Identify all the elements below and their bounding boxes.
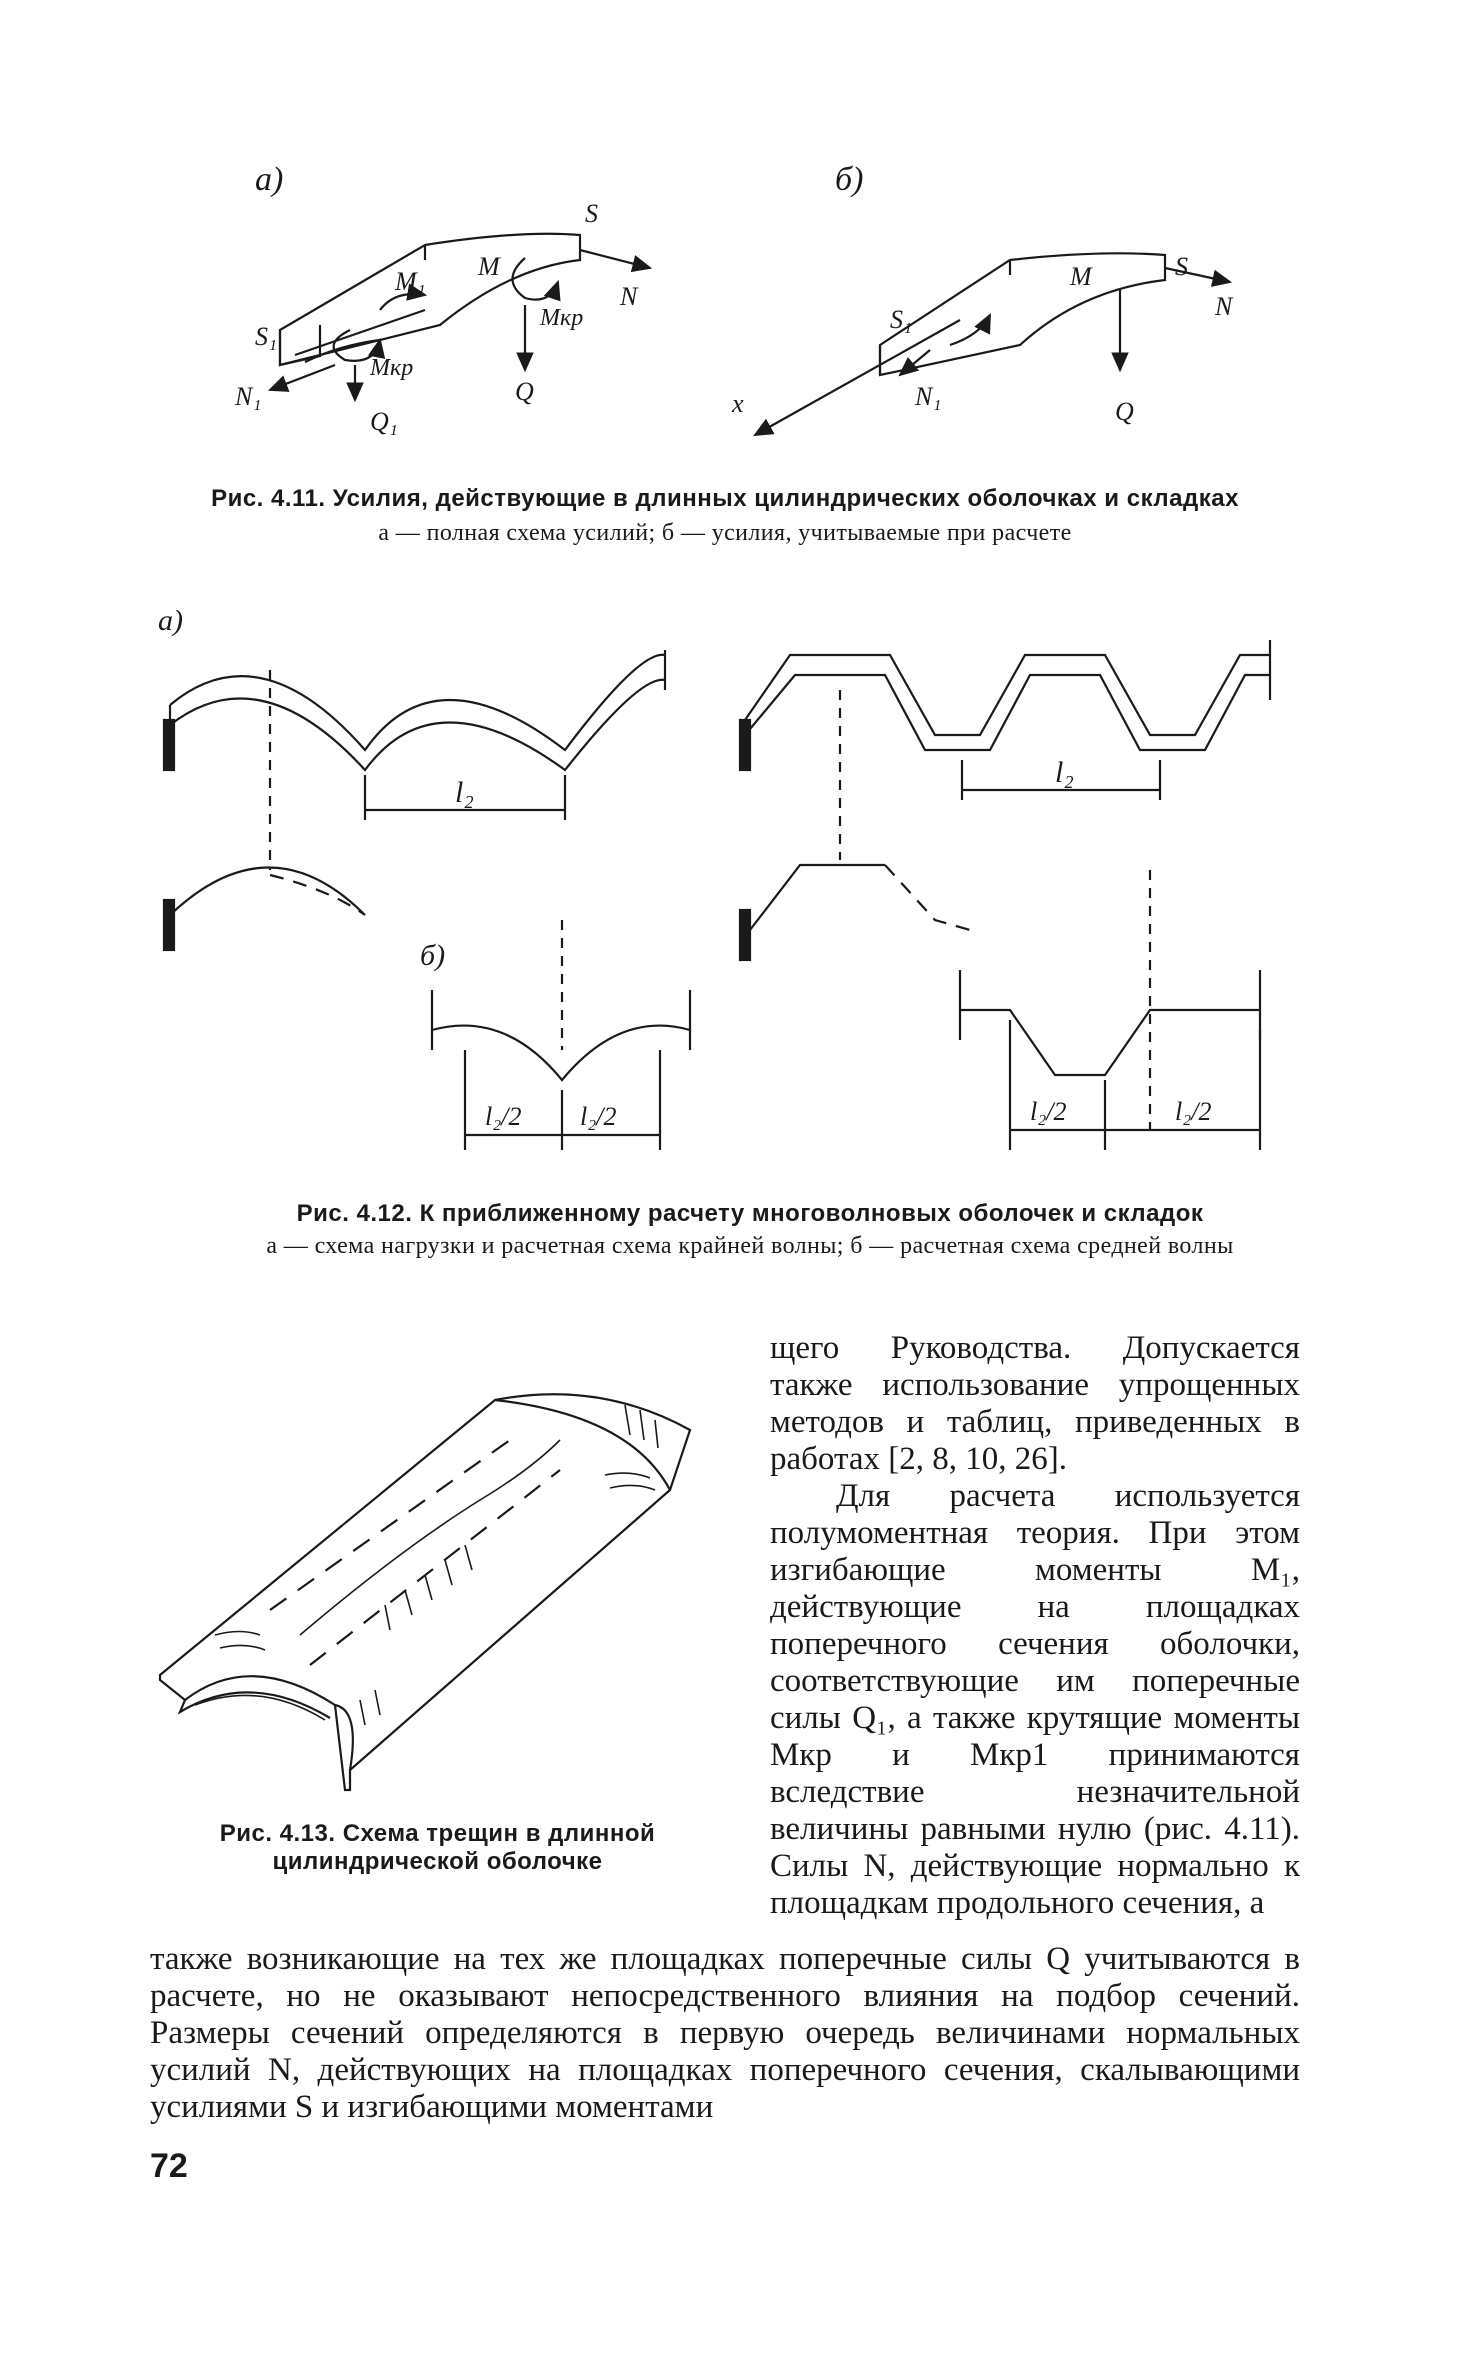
fig412-l2half-4: l₂/2 bbox=[1175, 1097, 1212, 1126]
figure-4-13-title: Рис. 4.13. Схема трещин в длинной цилиндрической оболочке bbox=[219, 1820, 656, 1876]
figure-4-11-title: Рис. 4.11. Усилия, действующие в длинных цилиндрических оболочках и складках bbox=[211, 485, 1239, 512]
fig412-l2half-3: l₂/2 bbox=[1030, 1097, 1067, 1126]
figure-4-12-drawing bbox=[150, 610, 1300, 1150]
label-x-b: x bbox=[732, 389, 744, 418]
fig412-l2-right: l₂ bbox=[1055, 756, 1074, 789]
panel-b-label: б) bbox=[835, 161, 864, 198]
column-text bbox=[770, 1330, 1300, 1922]
figure-4-12-title: Рис. 4.12. К приближенному расчету многоволновых оболочек и складок bbox=[296, 1200, 1204, 1227]
full-width-text bbox=[150, 1941, 1300, 2126]
fig412-l2half-1: l₂/2 bbox=[485, 1102, 522, 1131]
figure-4-11-drawing bbox=[180, 150, 1330, 470]
figure-4-11-legend: а — полная схема усилий; б — усилия, учитываемые при расчете bbox=[378, 520, 1072, 547]
fig412-l2half-2: l₂/2 bbox=[580, 1102, 617, 1131]
label-mkr-a1: Mкр bbox=[370, 355, 414, 381]
figure-4-12-caption bbox=[205, 1200, 1295, 1261]
figure-4-12 bbox=[150, 610, 1300, 1150]
full-width-paragraph: также возникающие на тех же площадках поперечные силы Q учитываются в расчете, но не оказывают непосредственного влияния на подбор сечений. Размеры сечений определяются в первую очередь величинами нормальных усилий N, действующих на площадках поперечного сечения, скалывающими усилиями S и изгибающими моментами bbox=[150, 1941, 1300, 2125]
figure-4-13-drawing bbox=[150, 1380, 710, 1800]
figure-4-12-legend: а — схема нагрузки и расчетная схема крайней волны; б — расчетная схема средней волны bbox=[266, 1233, 1234, 1260]
label-m-a: M bbox=[478, 252, 500, 281]
figure-4-13 bbox=[150, 1380, 710, 1800]
label-s1-b: S₁ bbox=[890, 305, 913, 334]
label-n1-a: N₁ bbox=[235, 382, 262, 411]
column-paragraph-1: щего Руководства. Допускается также использование упрощенных методов и таблиц, приведенных в работах [2, 8, 10, 26]. bbox=[770, 1330, 1300, 1477]
label-n-a: N bbox=[620, 282, 638, 311]
fig412-panel-a: а) bbox=[158, 610, 183, 637]
fig412-panel-b: б) bbox=[420, 939, 446, 972]
label-q1-a: Q₁ bbox=[370, 407, 398, 436]
label-q-b: Q bbox=[1115, 397, 1134, 426]
label-n-b: N bbox=[1215, 292, 1233, 321]
label-m1: M₁ bbox=[395, 267, 426, 296]
panel-a-label: а) bbox=[255, 161, 284, 198]
label-s1-a: S₁ bbox=[255, 322, 278, 351]
figure-4-11-caption bbox=[150, 485, 1300, 548]
label-s-b: S bbox=[1175, 252, 1188, 281]
column-paragraph-2: Для расчета используется полумоментная теория. При этом изгибающие моменты M₁, действующие на площадках поперечного сечения оболочки, соответствующие им поперечные силы Q₁, а также крутящие моменты Mкр и Mкр1 принимаются вследствие незначительной величины равными нулю (рис. 4.11). Силы N, действующие нормально к площадкам продольного сечения, а bbox=[770, 1478, 1300, 1921]
label-q-a: Q bbox=[515, 377, 534, 406]
label-mkr-a2: Mкр bbox=[540, 305, 584, 331]
figure-4-13-caption bbox=[150, 1820, 725, 1877]
label-n1-b: N₁ bbox=[915, 382, 942, 411]
figure-4-11 bbox=[180, 150, 1330, 470]
label-m-b: M bbox=[1070, 262, 1092, 291]
label-s-a: S bbox=[585, 199, 598, 228]
fig412-l2-left: l₂ bbox=[455, 776, 474, 809]
page-number: 72 bbox=[150, 2147, 188, 2185]
